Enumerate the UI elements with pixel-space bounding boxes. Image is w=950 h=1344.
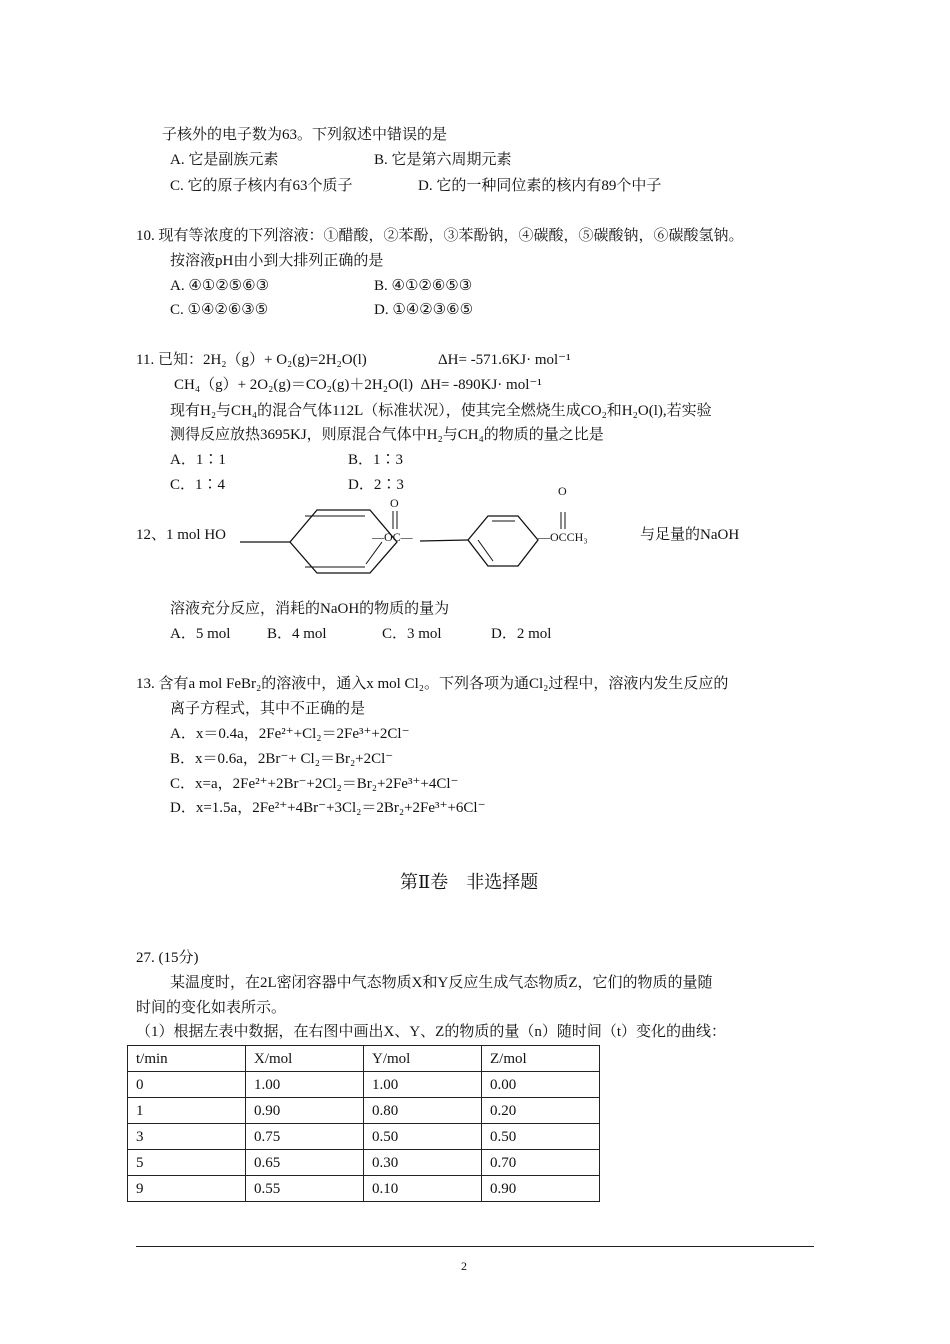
footer-divider bbox=[136, 1246, 814, 1247]
q11-stem2: 测得反应放热3695KJ，则原混合气体中H₂与CH₄的物质的量之比是 bbox=[170, 427, 604, 443]
q11-eq1: 11. 已知：2H₂（g）+ O₂(g)=2H₂O(l) bbox=[136, 352, 367, 368]
q13-option-c: C．x=a，2Fe²⁺+2Br⁻+2Cl₂＝Br₂+2Fe³⁺+4Cl⁻ bbox=[170, 776, 459, 792]
table-cell: 0.30 bbox=[364, 1150, 482, 1176]
table-cell: 1.00 bbox=[364, 1072, 482, 1098]
q13-option-a: A．x＝0.4a，2Fe²⁺+Cl₂＝2Fe³⁺+2Cl⁻ bbox=[170, 726, 410, 742]
q10-option-c: C. ①④②⑥③⑤ bbox=[170, 302, 269, 318]
q10-stem2: 按溶液pH由小到大排列正确的是 bbox=[170, 253, 384, 269]
q11-stem: 现有H₂与CH₄的混合气体112L（标准状况），使其完全燃烧生成CO₂和H₂O(l),若实验 bbox=[170, 403, 712, 419]
q12-suffix: 与足量的NaOH bbox=[640, 527, 740, 543]
q9-option-a: A. 它是副族元素 bbox=[170, 152, 279, 168]
table-cell: 1 bbox=[128, 1098, 246, 1124]
table-cell: 1.00 bbox=[246, 1072, 364, 1098]
q27-heading: 27. (15分) bbox=[136, 950, 199, 966]
table-cell: 0.65 bbox=[246, 1150, 364, 1176]
table-cell: 0.90 bbox=[246, 1098, 364, 1124]
table-header-cell: Y/mol bbox=[364, 1046, 482, 1072]
table-cell: 0.55 bbox=[246, 1176, 364, 1202]
table-cell: 0.20 bbox=[482, 1098, 600, 1124]
page-number: 2 bbox=[461, 1259, 467, 1273]
table-cell: 0.50 bbox=[482, 1124, 600, 1150]
q11-option-a: A．1∶1 bbox=[170, 452, 226, 468]
q11-option-c: C．1∶4 bbox=[170, 477, 226, 493]
table-cell: 0.00 bbox=[482, 1072, 600, 1098]
q27-paragraph-2: 时间的变化如表所示。 bbox=[136, 1000, 287, 1016]
q13-stem: 13. 含有a mol FeBr₂的溶液中，通入x mol Cl₂。下列各项为通Cl₂过程中，溶液内发生反应的 bbox=[136, 676, 729, 692]
chemical-structure bbox=[0, 0, 950, 600]
data-table bbox=[127, 1045, 600, 1202]
q12-carbonyl-o1: O bbox=[390, 496, 399, 510]
table-header-row bbox=[128, 1046, 600, 1072]
table-cell: 0.10 bbox=[364, 1176, 482, 1202]
q9-option-d: D. 它的一种同位素的核内有89个中子 bbox=[418, 178, 662, 194]
q12-option-a: A．5 mol bbox=[170, 626, 231, 642]
section-title: 第Ⅱ卷 非选择题 bbox=[400, 872, 539, 892]
table-cell: 0 bbox=[128, 1072, 246, 1098]
table-row bbox=[128, 1098, 600, 1124]
table-cell: 5 bbox=[128, 1150, 246, 1176]
table-cell: 0.75 bbox=[246, 1124, 364, 1150]
q9-option-c: C. 它的原子核内有63个质子 bbox=[170, 178, 353, 194]
table-row bbox=[128, 1072, 600, 1098]
table-cell: 9 bbox=[128, 1176, 246, 1202]
q11-option-d: D．2∶3 bbox=[348, 477, 404, 493]
q9-option-b: B. 它是第六周期元素 bbox=[374, 152, 512, 168]
q11-dh1: ΔH= -571.6KJ· mol⁻¹ bbox=[438, 352, 571, 368]
q10-option-d: D. ①④②③⑥⑤ bbox=[374, 302, 474, 318]
q11-eq2: CH₄（g）+ 2O₂(g)＝CO₂(g)＋2H₂O(l) ΔH= -890KJ· mol⁻¹ bbox=[174, 377, 542, 393]
table-cell: 0.70 bbox=[482, 1150, 600, 1176]
q27-paragraph-1: 某温度时，在2L密闭容器中气态物质X和Y反应生成气态物质Z，它们的物质的量随 bbox=[170, 975, 713, 991]
table-header-cell: Z/mol bbox=[482, 1046, 600, 1072]
table-header-cell: t/min bbox=[128, 1046, 246, 1072]
q13-stem2: 离子方程式，其中不正确的是 bbox=[170, 701, 366, 717]
q11-option-b: B．1∶3 bbox=[348, 452, 404, 468]
table-cell: 0.90 bbox=[482, 1176, 600, 1202]
q10-option-b: B. ④①②⑥⑤③ bbox=[374, 278, 473, 294]
q12-ester-end: —OCCH₃ bbox=[538, 530, 588, 544]
table-header-cell: X/mol bbox=[246, 1046, 364, 1072]
q13-option-d: D．x=1.5a，2Fe²⁺+4Br⁻+3Cl₂＝2Br₂+2Fe³⁺+6Cl⁻ bbox=[170, 800, 486, 816]
q27-paragraph-3: （1）根据左表中数据，在右图中画出X、Y、Z的物质的量（n）随时间（t）变化的曲线： bbox=[136, 1024, 726, 1040]
q10-option-a: A. ④①②⑤⑥③ bbox=[170, 278, 270, 294]
q12-option-d: D．2 mol bbox=[491, 626, 552, 642]
q12-carbonyl-o2: O bbox=[558, 484, 567, 498]
table-cell: 0.50 bbox=[364, 1124, 482, 1150]
q12-option-c: C．3 mol bbox=[382, 626, 442, 642]
table-row bbox=[128, 1150, 600, 1176]
q12-stem2: 溶液充分反应，消耗的NaOH的物质的量为 bbox=[170, 601, 450, 617]
table-row bbox=[128, 1124, 600, 1150]
q12-option-b: B．4 mol bbox=[267, 626, 327, 642]
q9-stem: 子核外的电子数为63。下列叙述中错误的是 bbox=[162, 127, 448, 143]
q13-option-b: B．x＝0.6a，2Br⁻+ Cl₂＝Br₂+2Cl⁻ bbox=[170, 751, 394, 767]
table-cell: 3 bbox=[128, 1124, 246, 1150]
q12-prefix: 12、1 mol HO bbox=[136, 527, 227, 543]
q12-ester-mid: —OC— bbox=[372, 530, 413, 544]
q10-stem: 10. 现有等浓度的下列溶液：①醋酸，②苯酚，③苯酚钠，④碳酸，⑤碳酸钠，⑥碳酸氢钠。 bbox=[136, 228, 744, 244]
table-cell: 0.80 bbox=[364, 1098, 482, 1124]
table-row bbox=[128, 1176, 600, 1202]
